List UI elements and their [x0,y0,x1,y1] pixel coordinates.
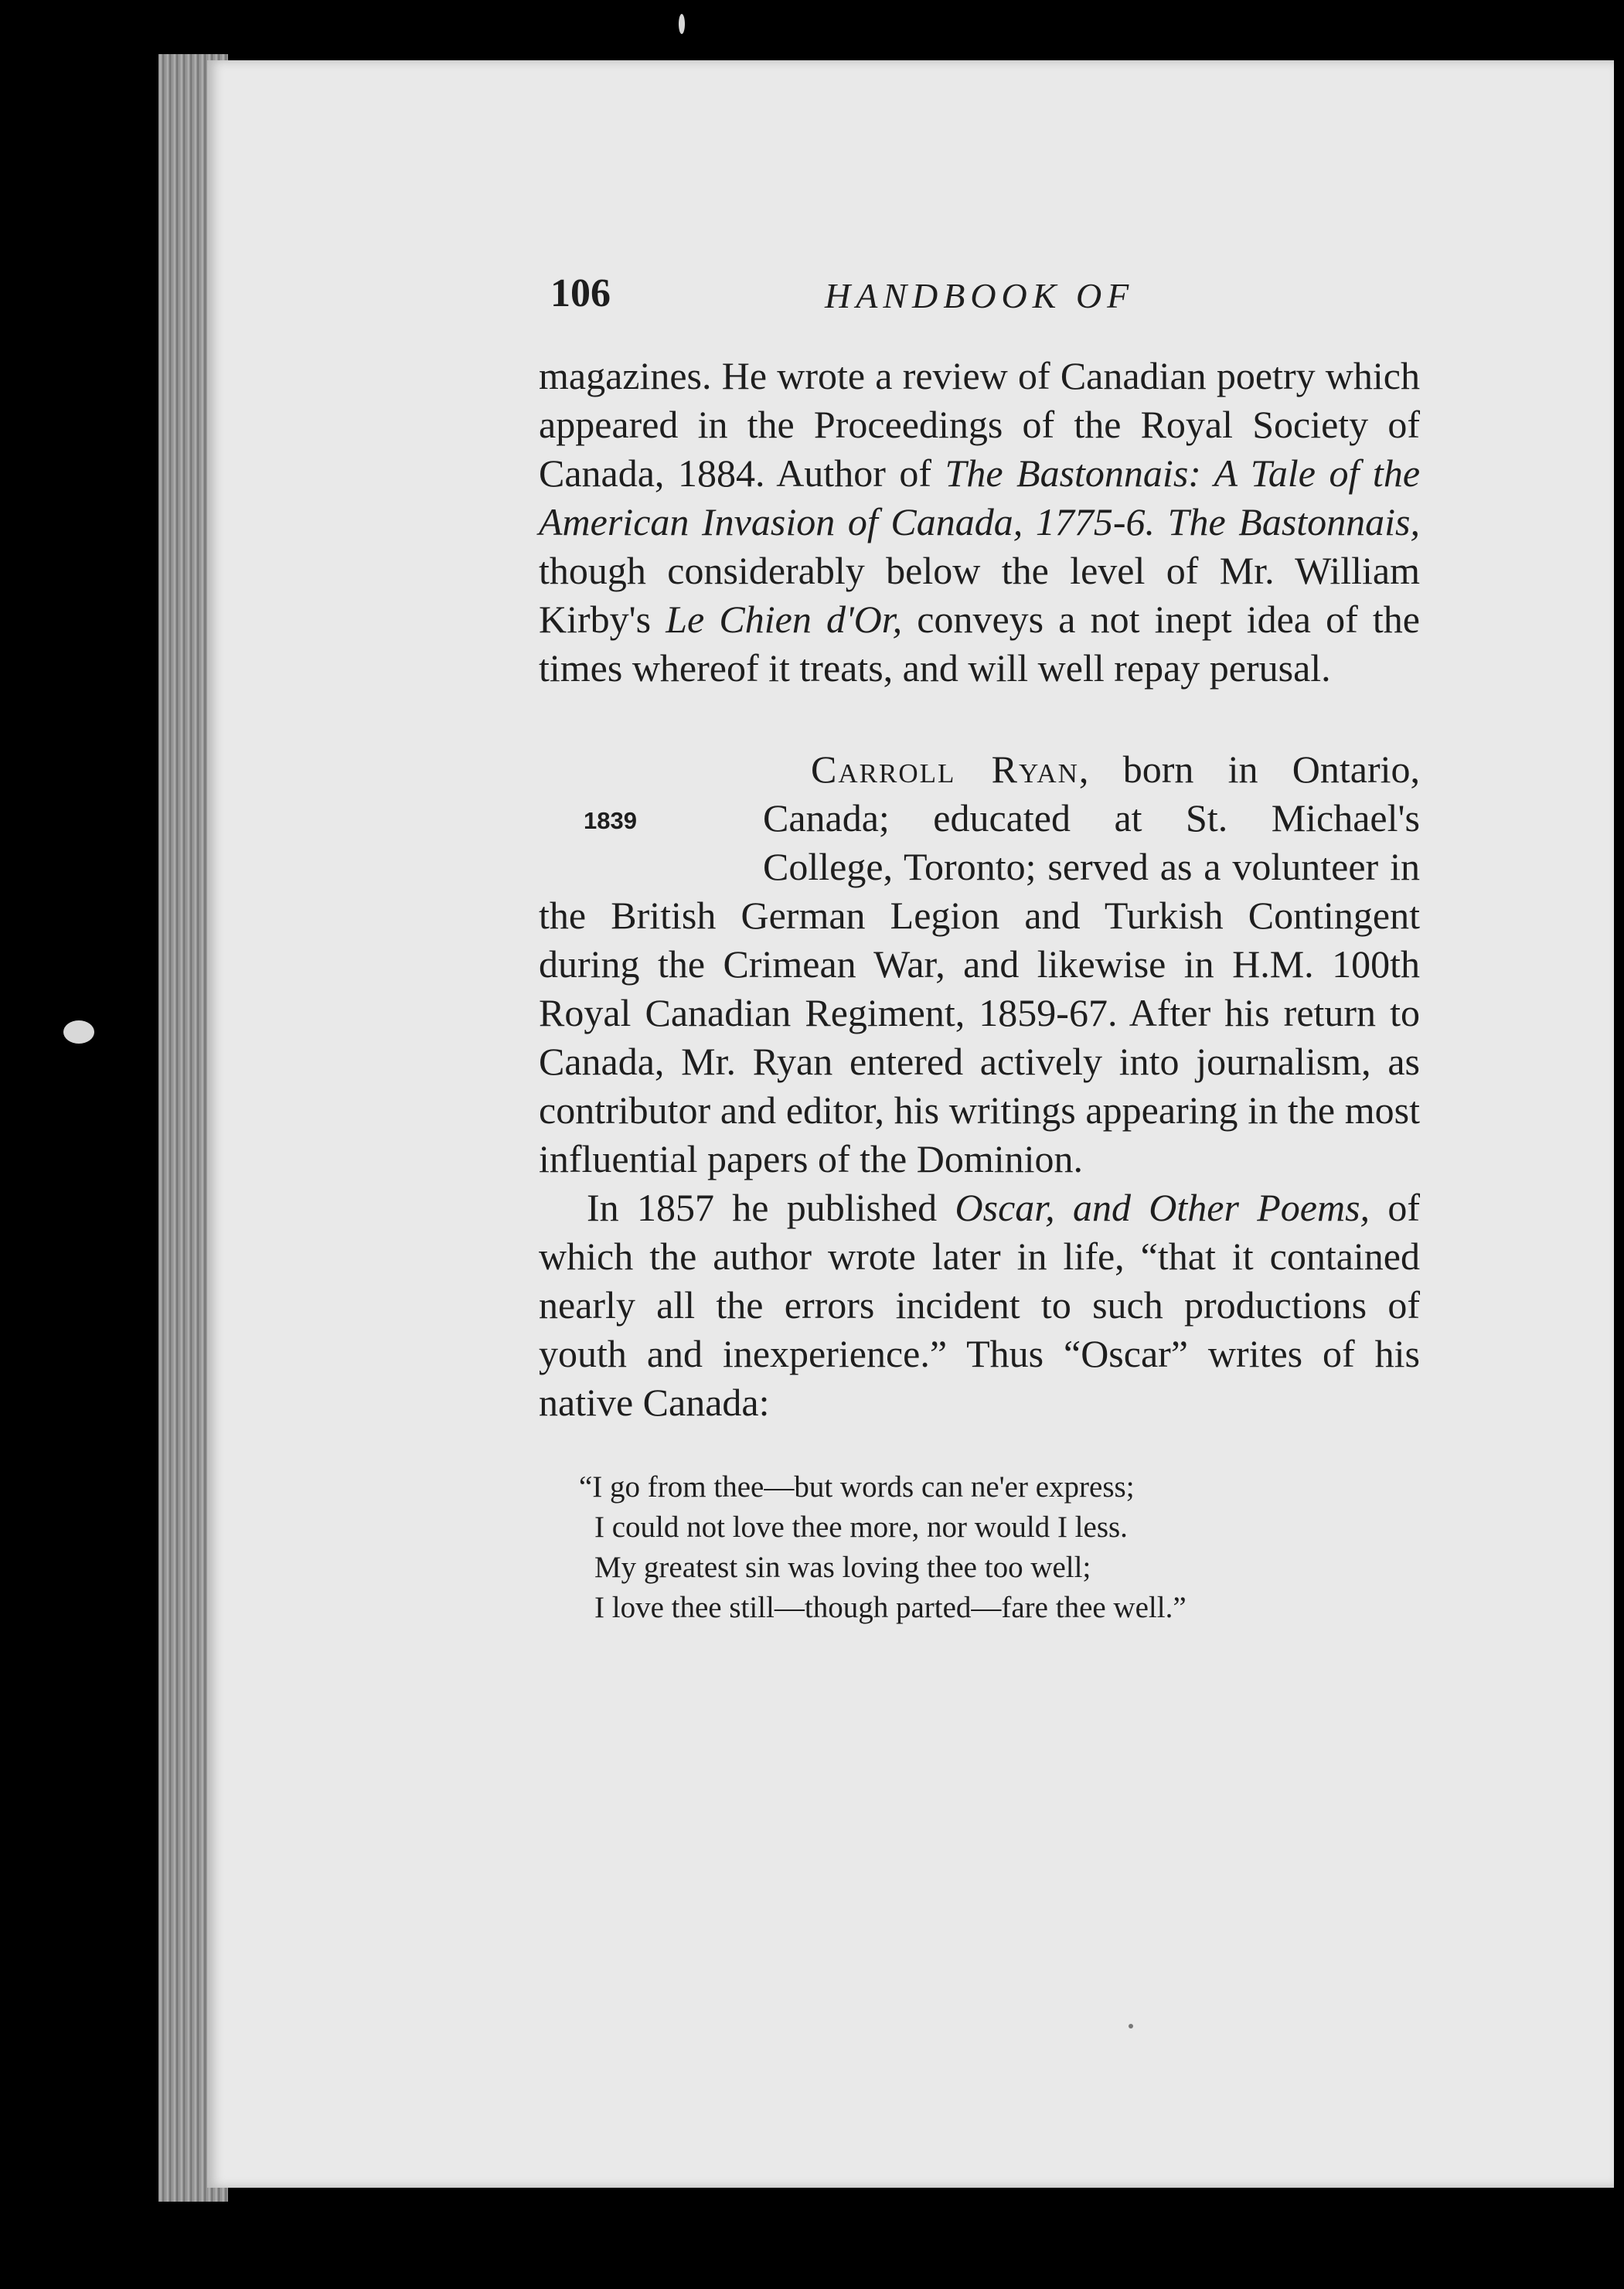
margin-date: 1839 [584,807,637,834]
verse-line: I love thee still—though parted—fare thee well.” [594,1591,1187,1624]
entry-name: Carroll Ryan [811,748,1079,791]
scan-speck [63,1020,94,1044]
paragraph-oscar: In 1857 he published Oscar, and Other Poems, of which the author wrote later in life, “that it contained nearly all the errors incident to such productions of youth and inexperience.” Thus “Oscar” writes of his native Canada: [539,1186,1420,1424]
verse-line: My greatest sin was loving thee too well; [594,1551,1091,1584]
page-number: 106 [550,271,611,315]
book-title: The Bastonnais: A Tale of the American Invasion of Canada, 1775-6. [539,451,1421,543]
book-title: Le Chien d'Or, [666,598,903,641]
verse-line: I could not love thee more, nor would I less. [594,1511,1128,1544]
verse-line: “I go from thee—but words can ne'er express; [579,1470,1135,1504]
page-header [550,271,1246,325]
book-title: Oscar, and Other Poems, [955,1186,1370,1229]
biography-entry [539,745,1420,1427]
running-head: HANDBOOK OF [825,276,1135,315]
book-title: The Bastonnais, [1167,500,1421,543]
verse-quotation [579,1467,1420,1628]
paragraph-adam-continued: magazines. He wrote a review of Canadian poetry which appeared in the Proceedings of the Royal Society of Canada, 1884. Author of The Bastonnais: A Tale of the American Invasion of Canada, 1775-6. The Bastonnais, though considerably below the level of Mr. William Kirby's Le Chien d'Or, conveys a not inept idea of the times whereof it treats, and will well repay perusal. [539,354,1421,690]
page-body [539,352,1420,1628]
paragraph-carroll-ryan: Carroll Ryan 1839 , born in Ontario, Canada; educated at St. Michael's College, Toronto; served as a volunteer in the British German Legion and Turkish Contingent during the Crimean War, and likewise in H.M. 100th Royal Canadian Regiment, 1859-67. After his return to Canada, Mr. Ryan entered actively into journalism, as contributor and editor, his writings appearing in the most influential papers of the Dominion. [539,745,1420,1184]
scan-speck [679,14,685,34]
scan-speck [1129,2024,1133,2028]
